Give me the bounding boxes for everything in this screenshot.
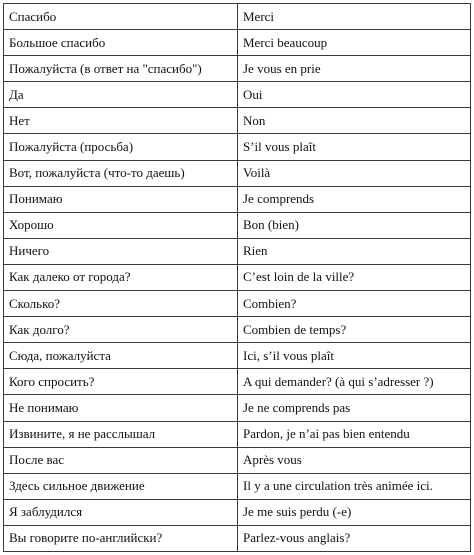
russian-phrase-cell: Извините, я не расслышал xyxy=(4,421,238,447)
russian-phrase-cell: Вот, пожалуйста (что-то даешь) xyxy=(4,160,238,186)
french-phrase-cell: A qui demander? (à qui s’adresser ?) xyxy=(238,369,471,395)
french-phrase-cell: Merci xyxy=(238,4,471,30)
french-phrase-cell: Pardon, je n’ai pas bien entendu xyxy=(238,421,471,447)
table-row xyxy=(4,82,471,108)
russian-phrase-cell: После вас xyxy=(4,447,238,473)
french-phrase-cell: Oui xyxy=(238,82,471,108)
french-phrase-cell: Il y a une circulation très animée ici. xyxy=(238,473,471,499)
table-row xyxy=(4,525,471,551)
phrase-table xyxy=(3,3,471,552)
russian-phrase-cell: Хорошо xyxy=(4,212,238,238)
russian-phrase-cell: Не понимаю xyxy=(4,395,238,421)
russian-phrase-cell: Здесь сильное движение xyxy=(4,473,238,499)
table-row xyxy=(4,317,471,343)
french-phrase-cell: Combien? xyxy=(238,291,471,317)
russian-phrase-cell: Нет xyxy=(4,108,238,134)
french-phrase-cell: Bon (bien) xyxy=(238,212,471,238)
table-row xyxy=(4,473,471,499)
french-phrase-cell: Ici, s’il vous plaît xyxy=(238,343,471,369)
french-phrase-cell: Je vous en prie xyxy=(238,56,471,82)
table-row xyxy=(4,108,471,134)
table-row xyxy=(4,291,471,317)
french-phrase-cell: Merci beaucoup xyxy=(238,30,471,56)
russian-phrase-cell: Понимаю xyxy=(4,186,238,212)
french-phrase-cell: C’est loin de la ville? xyxy=(238,264,471,290)
table-row xyxy=(4,264,471,290)
russian-phrase-cell: Я заблудился xyxy=(4,499,238,525)
table-row xyxy=(4,369,471,395)
table-row xyxy=(4,499,471,525)
russian-phrase-cell: Пожалуйста (в ответ на "спасибо") xyxy=(4,56,238,82)
french-phrase-cell: Je ne comprends pas xyxy=(238,395,471,421)
russian-phrase-cell: Как долго? xyxy=(4,317,238,343)
russian-phrase-cell: Сюда, пожалуйста xyxy=(4,343,238,369)
table-row xyxy=(4,56,471,82)
table-row xyxy=(4,447,471,473)
french-phrase-cell: S’il vous plaît xyxy=(238,134,471,160)
russian-phrase-cell: Спасибо xyxy=(4,4,238,30)
russian-phrase-cell: Пожалуйста (просьба) xyxy=(4,134,238,160)
french-phrase-cell: Je me suis perdu (-e) xyxy=(238,499,471,525)
russian-phrase-cell: Ничего xyxy=(4,238,238,264)
table-row xyxy=(4,212,471,238)
table-row xyxy=(4,395,471,421)
table-row xyxy=(4,421,471,447)
french-phrase-cell: Rien xyxy=(238,238,471,264)
table-row xyxy=(4,186,471,212)
french-phrase-cell: Combien de temps? xyxy=(238,317,471,343)
table-row xyxy=(4,160,471,186)
phrase-table-body xyxy=(4,4,471,552)
french-phrase-cell: Non xyxy=(238,108,471,134)
table-row xyxy=(4,343,471,369)
russian-phrase-cell: Как далеко от города? xyxy=(4,264,238,290)
french-phrase-cell: Je comprends xyxy=(238,186,471,212)
russian-phrase-cell: Сколько? xyxy=(4,291,238,317)
table-row xyxy=(4,238,471,264)
table-row xyxy=(4,134,471,160)
french-phrase-cell: Après vous xyxy=(238,447,471,473)
russian-phrase-cell: Да xyxy=(4,82,238,108)
russian-phrase-cell: Кого спросить? xyxy=(4,369,238,395)
table-row xyxy=(4,30,471,56)
french-phrase-cell: Parlez-vous anglais? xyxy=(238,525,471,551)
french-phrase-cell: Voilà xyxy=(238,160,471,186)
russian-phrase-cell: Большое спасибо xyxy=(4,30,238,56)
russian-phrase-cell: Вы говорите по-английски? xyxy=(4,525,238,551)
table-row xyxy=(4,4,471,30)
